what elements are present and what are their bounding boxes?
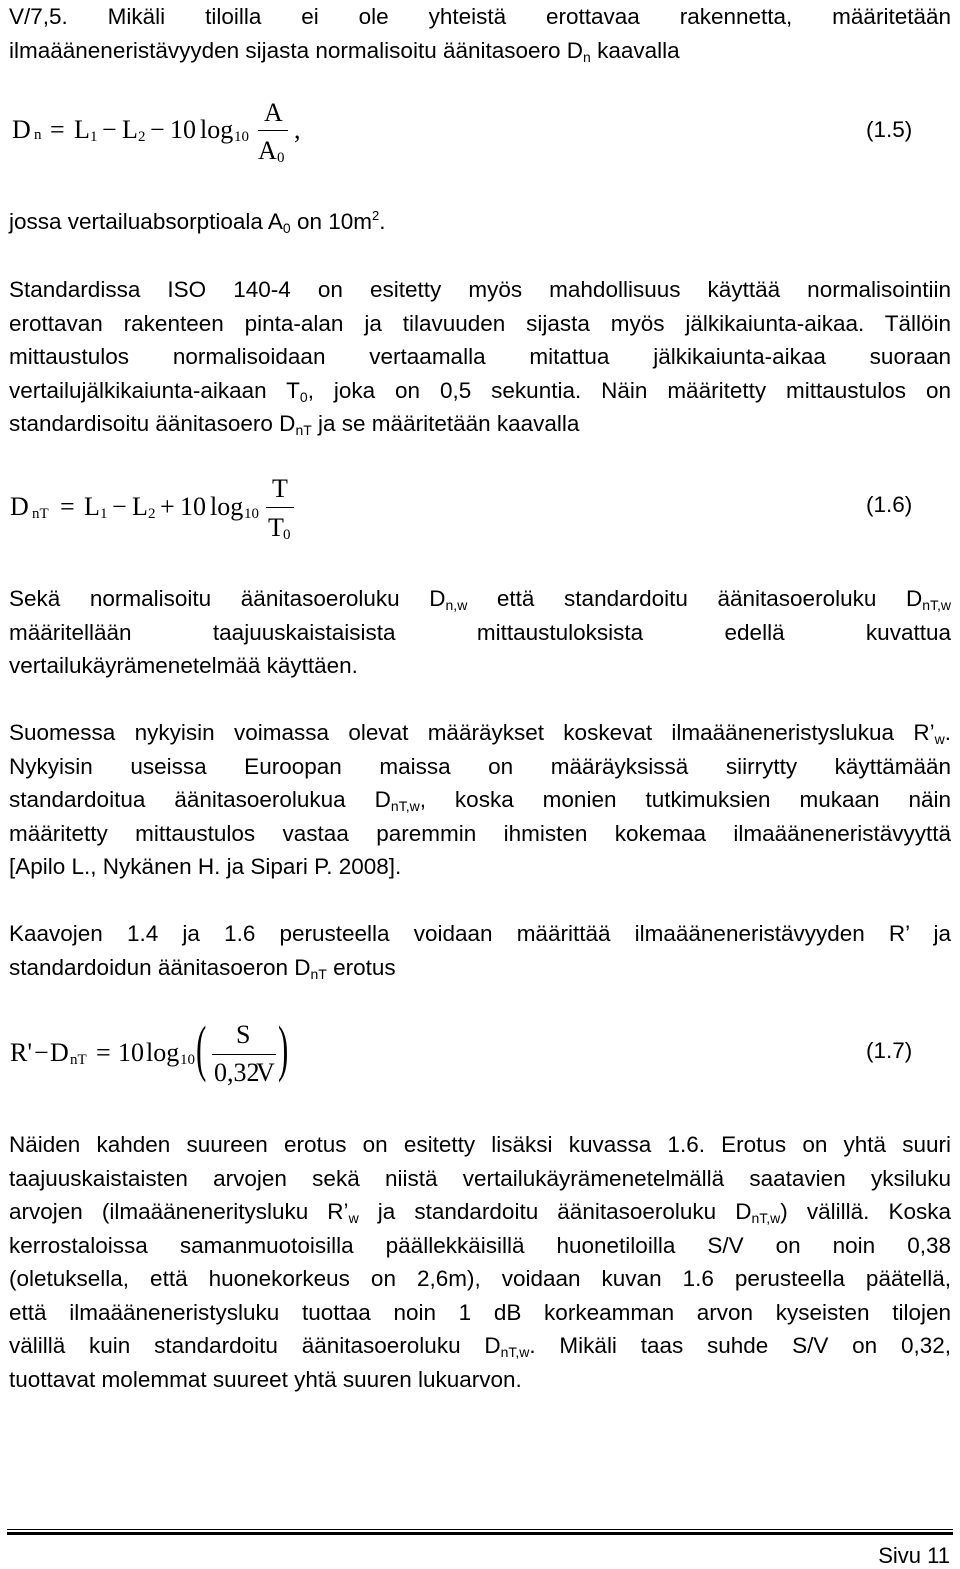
text-line [9,951,951,985]
eq-subscript: nT [32,506,49,522]
text-line [9,783,951,817]
text-run: jossa vertailuabsorptioala A [9,209,283,234]
eq-symbol: D [12,115,31,144]
eq-operator: − [34,1038,49,1067]
subscript: nT,w [922,597,952,613]
eq-subscript: 1 [90,129,98,145]
text-line: vertailukäyrämenetelmää käyttäen. [9,653,358,678]
eq-symbol: L [84,492,100,521]
text-run: ja standardoitu äänitasoeroluku D [358,1199,752,1224]
eq-function: log [210,492,244,521]
text-line: tuottavat molemmat suureet yhtä suuren lukuarvon. [9,1366,522,1392]
text-run: . Mikäli taas suhde S/V on 0,32, [529,1333,951,1358]
text-line [9,407,951,441]
text-run: on 10m [290,209,373,234]
eq-symbol: L [122,115,138,144]
footer-rule-thick [7,1532,953,1535]
text-line: mittaustulos normalisoidaan vertaamalla mitattua jälkikaiunta-aikaa suoraan [9,344,951,369]
subscript: w [934,731,945,747]
subscript: 0 [299,388,308,405]
text-line: Näiden kahden suureen erotus on esitetty lisäksi kuvassa 1.6. Erotus on yhtä suuri [9,1132,951,1157]
text-line: erottavan rakenteen pinta-alan ja tilavuuden sijasta myös jälkikaiunta-aikaa. Tällöin [9,310,951,336]
eq-subscript: 10 [180,1052,195,1068]
paren-left: ( [196,1015,207,1083]
eq-numerator: T [272,474,288,503]
text-line [9,716,951,750]
text-line: [Apilo L., Nykänen H. ja Sipari P. 2008]. [9,854,402,879]
eq-symbol: D [10,492,29,521]
paragraph-regulations [9,716,951,884]
text-line: kerrostaloissa samanmuotoisilla päällekkäisillä huonetiloilla S/V on noin 0,38 [9,1232,951,1258]
subscript: n,w [445,597,468,613]
text-run: Sekä normalisoitu äänitasoeroluku D [9,586,446,611]
text-line: että ilmaääneneristysluku tuottaa noin 1 dB korkeamman arvon kyseisten tilojen [9,1299,951,1325]
text-run: standardoitua äänitasoerolukua D [9,787,391,812]
eq-operator: = [50,115,65,144]
equation-number: (1.6) [866,492,913,517]
fraction-bar [212,1054,276,1055]
subscript: nT [295,422,312,438]
equation-number: (1.5) [866,117,913,142]
eq-subscript: 10 [234,129,249,145]
eq-numerator: S [236,1020,251,1049]
paren-right: ) [278,1015,289,1083]
eq-denominator: T [268,513,284,542]
subscript: nT,w [500,1344,530,1360]
subscript: nT,w [390,798,420,814]
eq-subscript: 0 [277,150,285,166]
subscript: nT,w [751,1210,781,1226]
eq-operator: = [60,492,75,521]
eq-function: log [200,115,234,144]
footer-rule-thin [7,1529,953,1530]
eq-denominator-var: V [256,1058,275,1087]
superscript: 2 [372,208,380,223]
text-run: , koska monien tutkimuksien mukaan näin [419,787,952,812]
eq-number: 10 [118,1038,144,1067]
eq-numerator: A [264,98,283,127]
text-line [9,374,951,408]
paragraph-standard [9,273,951,441]
eq-symbol: D [50,1038,69,1067]
eq-subscript: 0 [283,527,291,543]
text-line [9,1329,951,1363]
text-run: arvojen (ilmaääneneritysluku R’ [9,1199,349,1224]
fraction-bar [266,507,294,508]
subscript: w [348,1210,359,1226]
eq-subscript: 10 [244,506,259,522]
page-number: Sivu 11 [878,1543,950,1568]
eq-punct: , [294,115,301,144]
eq-subscript: 2 [148,506,156,522]
eq-operator: = [96,1038,111,1067]
text-run: standardisoitu äänitasoero D [9,411,296,436]
text-run: standardoidun äänitasoeron D [9,954,311,980]
text-run: välillä kuin standardoitu äänitasoeroluku D [9,1333,501,1358]
text-line: V/7,5. Mikäli tiloilla ei ole yhteistä erottavaa rakennetta, määritetään [9,4,951,29]
equation-number: (1.7) [866,1038,913,1063]
text-line [9,582,951,616]
eq-subscript: 2 [138,129,146,145]
text-line: Kaavojen 1.4 ja 1.6 perusteella voidaan määrittää ilmaääneneristävyyden R’ ja [9,921,951,946]
text-line [9,205,951,239]
paragraph-reference-area [9,205,951,239]
text-line: määritellään taajuuskaistaisista mittaustuloksista edellä kuvattua [9,619,951,645]
eq-denominator: 0,32 [214,1058,260,1087]
text-run: . [944,720,951,745]
eq-operator: − [112,492,127,521]
eq-subscript: n [34,127,42,143]
eq-number: 10 [180,492,206,521]
text-line [9,34,951,68]
paragraph-comparison [9,1128,951,1396]
paragraph-indices [9,582,951,683]
subscript: 0 [282,220,291,236]
text-line: Standardissa ISO 140-4 on esitetty myös mahdollisuus käyttää normalisointiin [9,277,951,302]
eq-symbol: R' [10,1038,33,1067]
eq-number: 10 [170,115,196,144]
eq-symbol: L [132,492,148,521]
fraction-bar [258,130,288,131]
text-run: Suomessa nykyisin voimassa olevat määräykset koskevat ilmaääneneristyslukua R’ [9,720,935,745]
text-run: ilmaääneneristävyyden sijasta normalisoitu äänitasoero D [9,37,584,63]
text-run: vertailujälkikaiunta-aikaan T [9,377,300,403]
text-run: . [379,209,386,234]
eq-operator: + [160,492,175,521]
eq-denominator: A [258,136,277,165]
eq-operator: − [150,115,165,144]
text-run: että standardoitu äänitasoeroluku D [467,586,923,611]
text-line: määritetty mittaustulos vastaa paremmin ihmisten kokemaa ilmaääneneristävyyttä [9,820,951,846]
eq-subscript: nT [70,1052,87,1068]
eq-subscript: 1 [100,506,108,522]
eq-operator: − [102,115,117,144]
text-line: (oletuksella, että huonekorkeus on 2,6m), voidaan kuvan 1.6 perusteella päätellä, [9,1266,951,1291]
text-run: ja se määritetään kaavalla [311,411,580,436]
paragraph-difference [9,917,951,984]
text-run: kaavalla [590,37,680,63]
text-run: , joka on 0,5 sekuntia. Näin määritetty mittaustulos on [307,377,951,403]
text-line: Nykyisin useissa Euroopan maissa on määräyksissä siirrytty käyttämään [9,753,951,779]
text-run: erotus [326,954,396,980]
text-line [9,1195,951,1229]
text-line: taajuuskaistaisten arvojen sekä niistä vertailukäyrämenetelmällä saatavien yksiluku [9,1165,951,1191]
paragraph-intro [9,0,951,67]
subscript: nT [310,965,327,982]
text-run: ) välillä. Koska [780,1199,951,1224]
eq-function: log [146,1038,180,1067]
eq-symbol: L [74,115,90,144]
subscript: n [583,48,591,65]
